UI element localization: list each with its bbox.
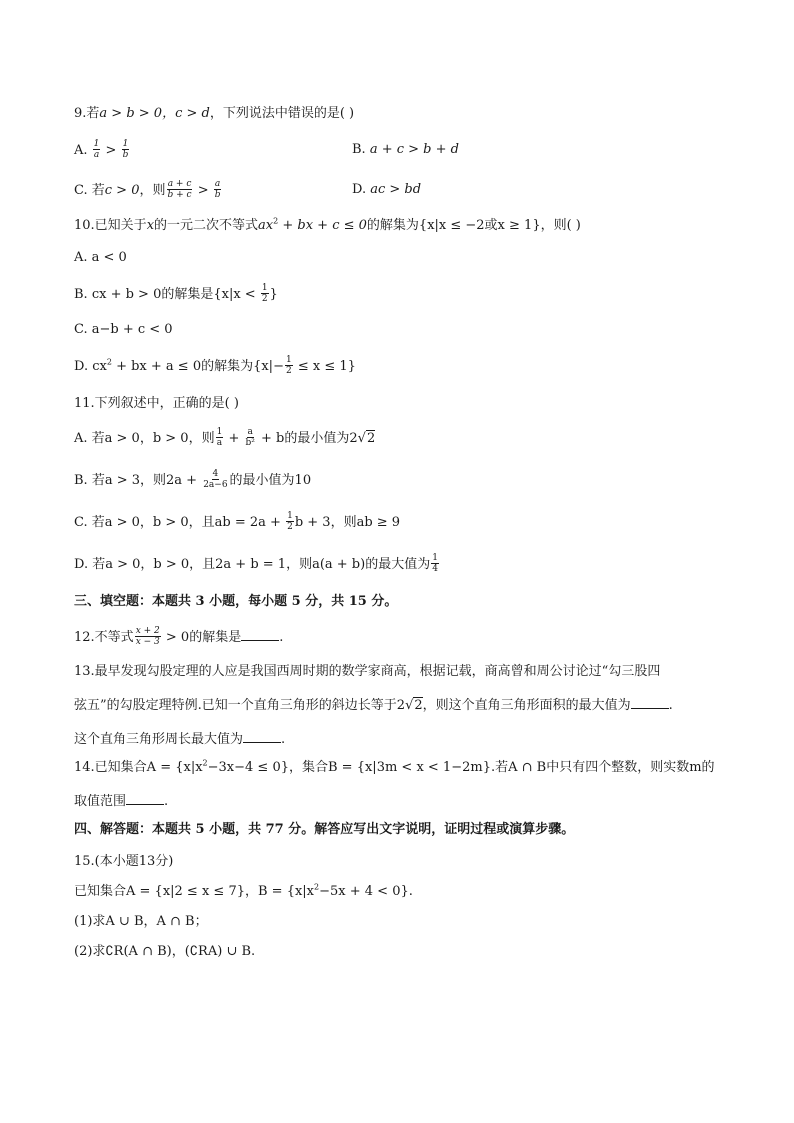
q11-option-d: D. 若a > 0，b > 0，且2a + b = 1，则a(a + b)的最大值为 $\frac{1}{4}$ (74, 553, 438, 574)
q12: 12.不等式 $\frac{x + 2}{x - 3}$ > 0的解集是 . (74, 626, 284, 647)
q10-option-c: C. a−b + c < 0 (74, 322, 173, 337)
q12-answer-blank (241, 626, 279, 641)
q14-line-2: 取值范围 . (74, 790, 168, 812)
q10-option-d: D. $cx^2$ + bx + a ≤ 0的解集为{x|− $\frac{1}{2}$ ≤ x ≤ 1} (74, 355, 356, 376)
q10-stem: 10.已知关于x的一元二次不等式$ax^2$ + bx + c ≤ 0的解集为{x|x ≤ −2或x ≥ 1}，则( ) (74, 216, 581, 233)
q15-title: 15.(本小题13分) (74, 854, 174, 869)
q9-option-a: A. $\frac{1}{a}$ > $\frac{1}{b}$ (74, 139, 129, 160)
q9-option-d: D. ac > bd (352, 182, 422, 197)
q11-option-b: B. 若a > 3，则2a + $\frac{4}{2a-6}$ 的最小值为10 (74, 469, 312, 490)
q11-option-c: C. 若a > 0，b > 0，且ab = 2a + $\frac{1}{2}$ b + 3，则ab ≥ 9 (74, 511, 401, 532)
q10-option-a: A. a < 0 (74, 250, 127, 265)
q9-option-c: C. 若c > 0，则 $\frac{a + c}{b + c}$ > $\frac{a}{b}$ (74, 179, 221, 200)
q13-line-3: 这个直角三角形周长最大值为 . (74, 728, 285, 750)
section-4-heading: 四、解答题：本题共 5 小题，共 77 分。解答应写出文字说明，证明过程或演算步骤。 (74, 822, 575, 837)
q9-option-b: B. a + c > b + d (352, 142, 459, 157)
section-3-heading: 三、填空题：本题共 3 小题，每小题 5 分，共 15 分。 (74, 594, 398, 609)
q14-answer-blank (126, 790, 164, 805)
q10-option-b: B. cx + b > 0的解集是{x|x < $\frac{1}{2}$ } (74, 283, 278, 304)
q15-part-2: (2)求∁R(A ∩ B)，(∁RA) ∪ B. (74, 944, 256, 959)
q15-stem: 已知集合A = {x|2 ≤ x ≤ 7}，$B = \{x|x^2-5x + 4 < 0\}$. (74, 882, 413, 899)
q14-line-1: 14.已知集合$A = \{x|x^2-3x-4 \le 0\}$，集合B = {x|3m < x < 1−2m}.若A ∩ B中只有四个整数，则实数m的 (74, 758, 715, 775)
q13-area-blank (631, 694, 669, 709)
q13-perimeter-blank (243, 728, 281, 743)
q11-option-a: A. 若a > 0，b > 0，则 $\frac{1}{a}$ + $\frac{a}{\text{b²}}$ + b的最小值为2√2 (74, 427, 376, 448)
q13-line-2: 弦五”的勾股定理特例.已知一个直角三角形的斜边长等于2√2，则这个直角三角形面积的最大值为 . (74, 694, 673, 716)
q9-stem: 9.若a > b > 0，c > d，下列说法中错误的是( ) (74, 106, 355, 121)
q13-line-1: 13.最早发现勾股定理的人应是我国西周时期的数学家商高，根据记载，商高曾和周公讨论过“勾三股四 (74, 664, 661, 679)
q11-stem: 11.下列叙述中，正确的是( ) (74, 396, 239, 411)
q15-part-1: (1)求A ∪ B，A ∩ B； (74, 914, 208, 929)
